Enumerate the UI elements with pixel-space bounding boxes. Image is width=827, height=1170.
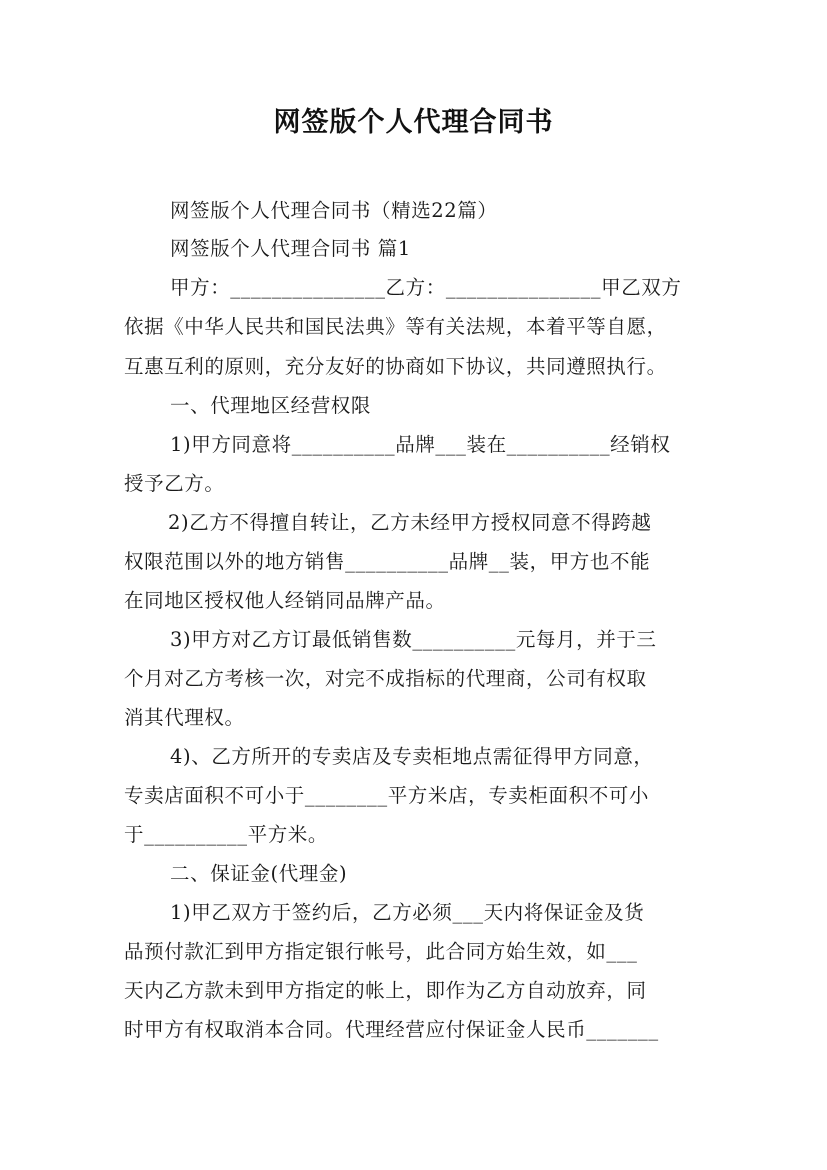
paragraph-line: 天内乙方款未到甲方指定的帐上，即作为乙方自动放弃，同 (124, 979, 647, 1002)
paragraph-line: 3)甲方对乙方订最低销售数__________元每月，并于三 (170, 628, 657, 651)
paragraph-line: 消其代理权。 (124, 706, 245, 729)
paragraph-line: 时甲方有权取消本合同。代理经营应付保证金人民币_______ (124, 1018, 659, 1041)
paragraph-line: 1)甲乙双方于签约后，乙方必须___天内将保证金及货 (170, 901, 645, 924)
paragraph-line: 个月对乙方考核一次，对完不成指标的代理商，公司有权取 (124, 667, 647, 690)
paragraph-line: 4)、乙方所开的专卖店及专卖柜地点需征得甲方同意， (170, 745, 654, 768)
paragraph-line: 在同地区授权他人经销同品牌产品。 (124, 589, 446, 612)
paragraph-line: 权限范围以外的地方销售__________品牌__装，甲方也不能 (124, 550, 651, 573)
section-heading: 二、保证金(代理金) (170, 862, 348, 885)
paragraph-line: 甲方：_______________乙方：_______________甲乙双方 (170, 276, 682, 299)
paragraph-line: 授予乙方。 (124, 472, 225, 495)
paragraph-line: 互惠互利的原则，充分友好的协商如下协议，共同遵照执行。 (124, 355, 667, 378)
paragraph-line: 于__________平方米。 (124, 823, 328, 846)
section-heading: 网签版个人代理合同书 篇1 (170, 237, 411, 260)
document-title: 网签版个人代理合同书 (273, 107, 554, 138)
paragraph-line: 专卖店面积不可小于________平方米店，专卖柜面积不可小 (124, 784, 650, 807)
section-heading: 一、代理地区经营权限 (170, 394, 372, 417)
paragraph-line: 2)乙方不得擅自转让，乙方未经甲方授权同意不得跨越 (168, 511, 652, 534)
subtitle-line: 网签版个人代理合同书（精选22篇） (170, 199, 498, 222)
paragraph-line: 依据《中华人民共和国民法典》等有关法规，本着平等自愿， (124, 315, 667, 338)
paragraph-line: 品预付款汇到甲方指定银行帐号，此合同方始生效，如___ (124, 940, 638, 963)
paragraph-line: 1)甲方同意将__________品牌___装在__________经销权 (170, 433, 671, 456)
